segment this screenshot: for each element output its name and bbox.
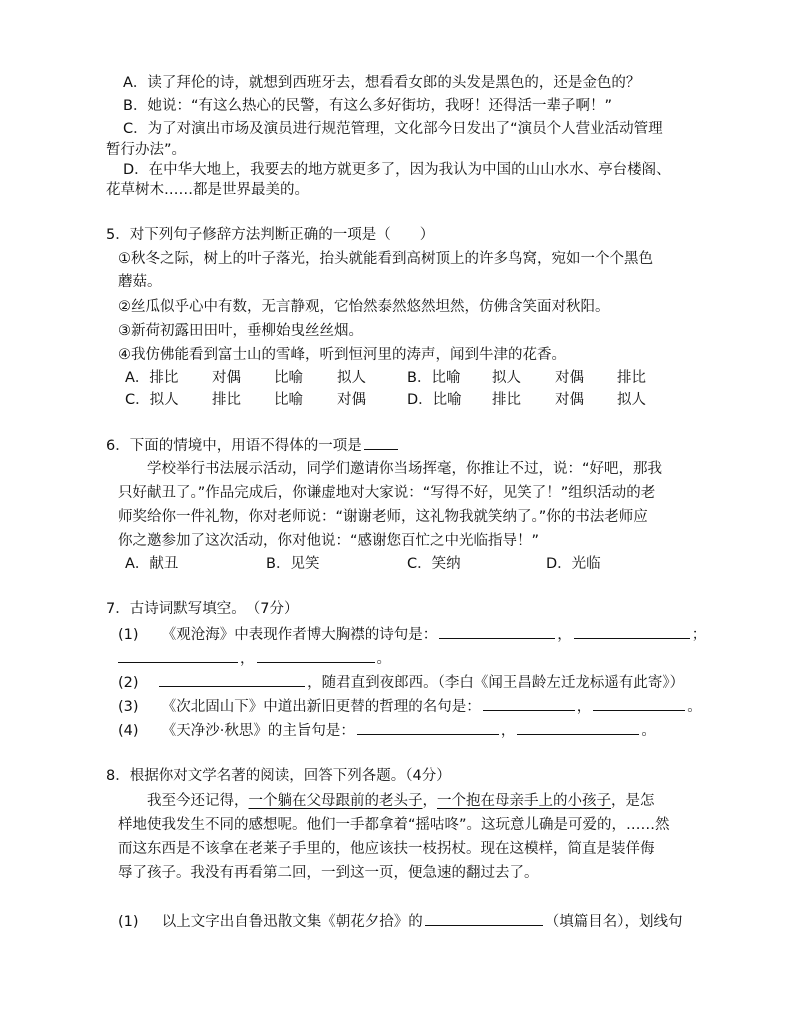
q6-passage-line1: 学校举行书法展示活动，同学们邀请你当场挥毫，你推让不过，说：“好吧，那我 xyxy=(147,461,663,477)
q7-item-4-blank[interactable] xyxy=(517,720,639,735)
q5-stem: 5．对下列句子修辞方法判断正确的一项是（ ） xyxy=(106,227,435,243)
q7-item-1-blank[interactable] xyxy=(257,648,375,663)
q7-item-1 xyxy=(118,624,706,645)
q4-option-a: A．读了拜伦的诗，就想到西班牙去，想看看女郎的头发是黑色的，还是金色的？ xyxy=(123,75,641,91)
q5-option-c-item: 比喻 xyxy=(274,392,303,408)
q6-stem xyxy=(106,435,400,456)
q8-underlined-phrase-1: 一个躺在父母跟前的老头子 xyxy=(248,793,423,809)
comma: ， xyxy=(557,627,572,643)
q7-item-2-text: ，随君直到夜郎西。（李白《闻王昌龄左迁龙标遥有此寄》） xyxy=(307,675,685,691)
period: 。 xyxy=(641,723,656,739)
q8-passage-line1 xyxy=(147,791,655,811)
comma: ， xyxy=(240,651,255,667)
q4-option-b: B．她说：“有这么热心的民警，有这么多好街坊，我呀！还得活一辈子啊！” xyxy=(123,98,612,114)
q7-item-3 xyxy=(118,696,702,717)
q5-option-c-item: 排比 xyxy=(212,392,241,408)
q7-item-1-number: (1) xyxy=(118,627,139,643)
q5-option-d-item: 拟人 xyxy=(617,392,646,408)
q6-option-c: C．笑纳 xyxy=(407,556,461,572)
q7-item-2-blank[interactable] xyxy=(159,672,305,687)
q7-item-4-text: 《天净沙·秋思》的主旨句是： xyxy=(161,723,355,739)
q7-item-4-number: (4) xyxy=(118,723,139,739)
q8-passage-text: ，是怎 xyxy=(611,793,655,809)
q8-item-1-text: 以上文字出自鲁迅散文集《朝花夕拾》的 xyxy=(161,914,423,930)
comma: ， xyxy=(500,723,516,739)
semicolon: ； xyxy=(691,627,707,643)
q5-sentence-2: ②丝瓜似乎心中有数，无言静观，它怡然泰然悠然坦然，仿佛含笑面对秋阳。 xyxy=(118,299,610,315)
q8-passage-text: 我至今还记得， xyxy=(147,793,249,809)
q7-item-3-text: 《次北固山下》中道出新旧更替的哲理的名句是： xyxy=(161,699,481,715)
q5-option-b-item: 拟人 xyxy=(492,370,521,386)
q5-option-a-item: 比喻 xyxy=(274,370,303,386)
q4-option-c-line1: C．为了对演出市场及演员进行规范管理，文化部今日发出了“演员个人营业活动管理 xyxy=(123,121,663,137)
q7-item-1-cont xyxy=(118,648,391,669)
q8-item-1-text-post: （填篇目名），划线句 xyxy=(544,914,683,930)
q7-item-1-text: 《观沧海》中表现作者博大胸襟的诗句是： xyxy=(161,627,438,643)
q6-passage-line3: 师奖给你一件礼物，你对老师说：“谢谢老师，这礼物我就笑纳了。”你的书法老师应 xyxy=(118,509,648,525)
q8-passage-line4: 辱了孩子。我没有再看第二回，一到这一页，便急速的翻过去了。 xyxy=(118,865,539,881)
q4-option-d-line1: D．在中华大地上，我要去的地方就更多了，因为我认为中国的山山水水、亭台楼阁、 xyxy=(123,162,671,178)
q5-option-c-item: C．拟人 xyxy=(125,392,179,408)
q5-sentence-3: ③新荷初露田田叶，垂柳始曳丝丝烟。 xyxy=(118,323,363,339)
q8-passage-text: ， xyxy=(422,793,437,809)
q5-option-b-item: B．比喻 xyxy=(407,370,461,386)
q8-passage-line3: 而这东西是不该拿在老莱子手里的，他应该扶一枝拐杖。现在这模样，简直是装佯侮 xyxy=(118,841,655,857)
period: 。 xyxy=(376,651,391,667)
q5-option-c-item: 对偶 xyxy=(337,392,366,408)
q5-sentence-1-line2: 蘑菇。 xyxy=(118,274,162,290)
q5-option-d-item: D．比喻 xyxy=(407,392,462,408)
q6-option-b: B．见笑 xyxy=(266,556,320,572)
q7-item-3-number: (3) xyxy=(118,699,139,715)
q7-item-1-blank[interactable] xyxy=(574,624,690,639)
q6-option-a: A．献丑 xyxy=(125,556,179,572)
q7-item-3-blank[interactable] xyxy=(593,696,685,711)
q4-option-d-line2: 花草树木……都是世界最美的。 xyxy=(106,182,309,198)
q8-stem: 8．根据你对文学名著的阅读，回答下列各题。（4分） xyxy=(106,768,451,784)
q6-answer-blank[interactable] xyxy=(364,435,398,450)
q5-option-a-item: A．排比 xyxy=(125,370,179,386)
q4-option-c-line2: 暂行办法”。 xyxy=(106,142,187,158)
q8-underlined-phrase-2: 一个抱在母亲手上的小孩子 xyxy=(437,793,611,809)
q5-option-d-item: 排比 xyxy=(492,392,521,408)
q7-item-1-blank[interactable] xyxy=(439,624,555,639)
comma: ， xyxy=(576,699,592,715)
q6-option-d: D．光临 xyxy=(546,556,601,572)
q5-option-a-item: 拟人 xyxy=(337,370,366,386)
q5-sentence-1-line1: ①秋冬之际，树上的叶子落光，抬头就能看到高树顶上的许多鸟窝，宛如一个个黑色 xyxy=(118,251,653,267)
q7-item-4-blank[interactable] xyxy=(357,720,499,735)
q6-passage-line2: 只好献丑了。”作品完成后，你谦虚地对大家说：“写得不好，见笑了！”组织活动的老 xyxy=(118,485,656,501)
q7-item-1-blank[interactable] xyxy=(118,648,238,663)
q7-item-4 xyxy=(118,720,656,741)
q7-item-2 xyxy=(118,672,684,693)
q7-item-2-number: (2) xyxy=(118,675,139,691)
period: 。 xyxy=(687,699,702,715)
q8-item-1-blank[interactable] xyxy=(425,911,543,926)
q6-stem-text: 6．下面的情境中，用语不得体的一项是 xyxy=(106,438,362,454)
q6-passage-line4: 你之邀参加了这次活动，你对他说：“感谢您百忙之中光临指导！” xyxy=(118,533,540,549)
q8-passage-line2: 样地使我发生不同的感想呢。他们一手都拿着“摇咕咚”。这玩意儿确是可爱的，……然 xyxy=(118,817,670,833)
q5-option-b-item: 排比 xyxy=(617,370,646,386)
q7-stem: 7．古诗词默写填空。 （7分） xyxy=(106,601,299,617)
q7-item-3-blank[interactable] xyxy=(483,696,575,711)
q5-option-d-item: 对偶 xyxy=(555,392,584,408)
q5-sentence-4: ④我仿佛能看到富士山的雪峰，听到恒河里的涛声，闻到牛津的花香。 xyxy=(118,347,566,363)
q8-item-1 xyxy=(118,911,683,932)
q5-option-b-item: 对偶 xyxy=(555,370,584,386)
q5-option-a-item: 对偶 xyxy=(212,370,241,386)
q8-item-1-number: (1) xyxy=(118,914,139,930)
